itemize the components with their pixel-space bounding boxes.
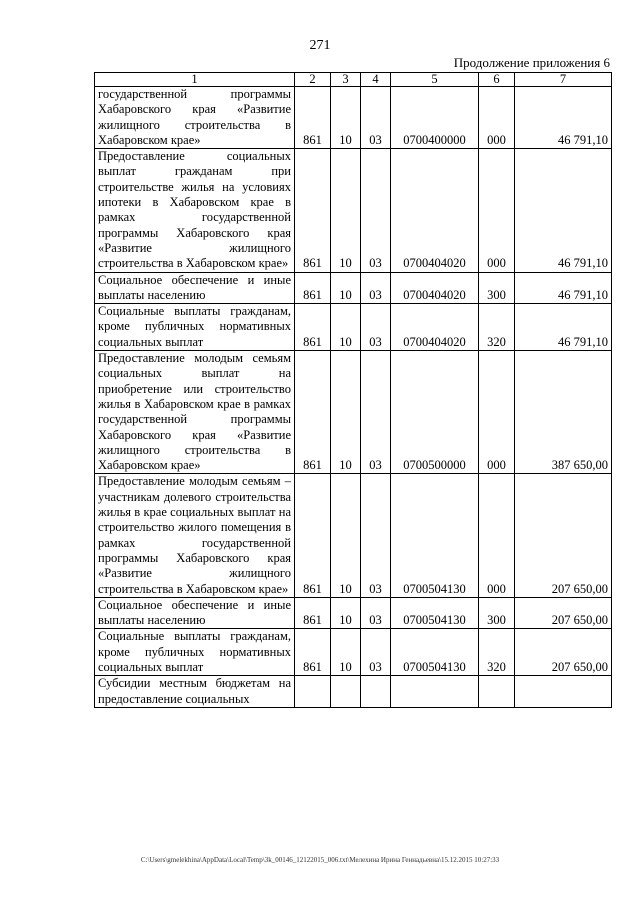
header-cell: 4 — [361, 73, 391, 87]
row-amount: 387 650,00 — [515, 351, 612, 474]
row-amount: 207 650,00 — [515, 597, 612, 629]
row-target-article: 0700500000 — [391, 351, 479, 474]
table-row — [95, 629, 612, 676]
row-target-article: 0700404020 — [391, 149, 479, 272]
row-name: Предоставление социальных выплат гражданам при строительстве жилья на условиях ипотеки в Хабаровском крае в рамках государственной программы Хабаровского края «Развитие жилищного строительства в Хабаровском крае» — [95, 149, 295, 272]
row-amount — [515, 676, 612, 708]
row-admin-code: 861 — [295, 304, 331, 351]
row-expense-type: 320 — [479, 629, 515, 676]
row-admin-code: 861 — [295, 351, 331, 474]
table-row — [95, 272, 612, 304]
row-amount: 46 791,10 — [515, 87, 612, 149]
table-row — [95, 87, 612, 149]
header-cell: 1 — [95, 73, 295, 87]
row-amount: 207 650,00 — [515, 629, 612, 676]
row-name: Субсидии местным бюджетам на предоставление социальных — [95, 676, 295, 708]
row-subsection: 03 — [361, 351, 391, 474]
row-target-article: 0700404020 — [391, 272, 479, 304]
row-subsection: 03 — [361, 304, 391, 351]
row-amount: 46 791,10 — [515, 149, 612, 272]
row-admin-code: 861 — [295, 272, 331, 304]
header-cell: 2 — [295, 73, 331, 87]
row-expense-type: 000 — [479, 474, 515, 597]
row-target-article: 0700400000 — [391, 87, 479, 149]
row-target-article: 0700504130 — [391, 474, 479, 597]
row-expense-type: 000 — [479, 149, 515, 272]
header-cell: 3 — [331, 73, 361, 87]
row-section: 10 — [331, 304, 361, 351]
page-number: 271 — [309, 38, 331, 53]
row-subsection: 03 — [361, 149, 391, 272]
row-target-article: 0700404020 — [391, 304, 479, 351]
row-name: государственной программы Хабаровского края «Развитие жилищного строительства в Хабаровском крае» — [95, 87, 295, 149]
row-target-article: 0700504130 — [391, 597, 479, 629]
table-row — [95, 676, 612, 708]
row-name: Социальное обеспечение и иные выплаты населению — [95, 272, 295, 304]
row-section: 10 — [331, 272, 361, 304]
row-admin-code: 861 — [295, 149, 331, 272]
row-section: 10 — [331, 149, 361, 272]
row-amount: 46 791,10 — [515, 304, 612, 351]
row-admin-code — [295, 676, 331, 708]
header-cell: 5 — [391, 73, 479, 87]
row-section — [331, 676, 361, 708]
row-subsection: 03 — [361, 474, 391, 597]
row-name: Социальные выплаты гражданам, кроме публичных нормативных социальных выплат — [95, 304, 295, 351]
row-section: 10 — [331, 474, 361, 597]
row-amount: 46 791,10 — [515, 272, 612, 304]
row-section: 10 — [331, 87, 361, 149]
row-expense-type — [479, 676, 515, 708]
row-admin-code: 861 — [295, 629, 331, 676]
row-subsection: 03 — [361, 87, 391, 149]
row-admin-code: 861 — [295, 474, 331, 597]
row-expense-type: 300 — [479, 597, 515, 629]
row-section: 10 — [331, 351, 361, 474]
row-subsection: 03 — [361, 272, 391, 304]
header-cell: 6 — [479, 73, 515, 87]
row-subsection: 03 — [361, 597, 391, 629]
row-amount: 207 650,00 — [515, 474, 612, 597]
table-row — [95, 304, 612, 351]
row-admin-code: 861 — [295, 597, 331, 629]
footer-file-path: C:\Users\gmelekhina\AppData\Local\Temp\3k_00146_12122015_006.txt\Мелехина Ирина Геннадьевна\15.12.2015 10:27:33 — [140, 856, 500, 864]
table-row — [95, 474, 612, 597]
table-row — [95, 597, 612, 629]
row-name: Предоставление молодым семьям – участникам долевого строительства жилья в крае социальных выплат на строительство жилого помещения в рамках государственной программы Хабаровского края «Развитие жилищного строительства в Хабаровском крае» — [95, 474, 295, 597]
row-name: Предоставление молодым семьям социальных выплат на приобретение или строительство жилья в Хабаровском крае в рамках государственной программы Хабаровского края «Развитие жилищного строительства в Хабаровском крае» — [95, 351, 295, 474]
row-expense-type: 000 — [479, 351, 515, 474]
row-expense-type: 000 — [479, 87, 515, 149]
row-target-article: 0700504130 — [391, 629, 479, 676]
row-expense-type: 320 — [479, 304, 515, 351]
row-name: Социальное обеспечение и иные выплаты населению — [95, 597, 295, 629]
table-row — [95, 351, 612, 474]
row-target-article — [391, 676, 479, 708]
header-row — [95, 73, 612, 87]
row-section: 10 — [331, 597, 361, 629]
continuation-label: Продолжение приложения 6 — [453, 55, 610, 70]
row-subsection: 03 — [361, 629, 391, 676]
row-name: Социальные выплаты гражданам, кроме публичных нормативных социальных выплат — [95, 629, 295, 676]
row-expense-type: 300 — [479, 272, 515, 304]
row-admin-code: 861 — [295, 87, 331, 149]
budget-table — [94, 72, 612, 708]
table-row — [95, 149, 612, 272]
row-section: 10 — [331, 629, 361, 676]
row-subsection — [361, 676, 391, 708]
header-cell: 7 — [515, 73, 612, 87]
